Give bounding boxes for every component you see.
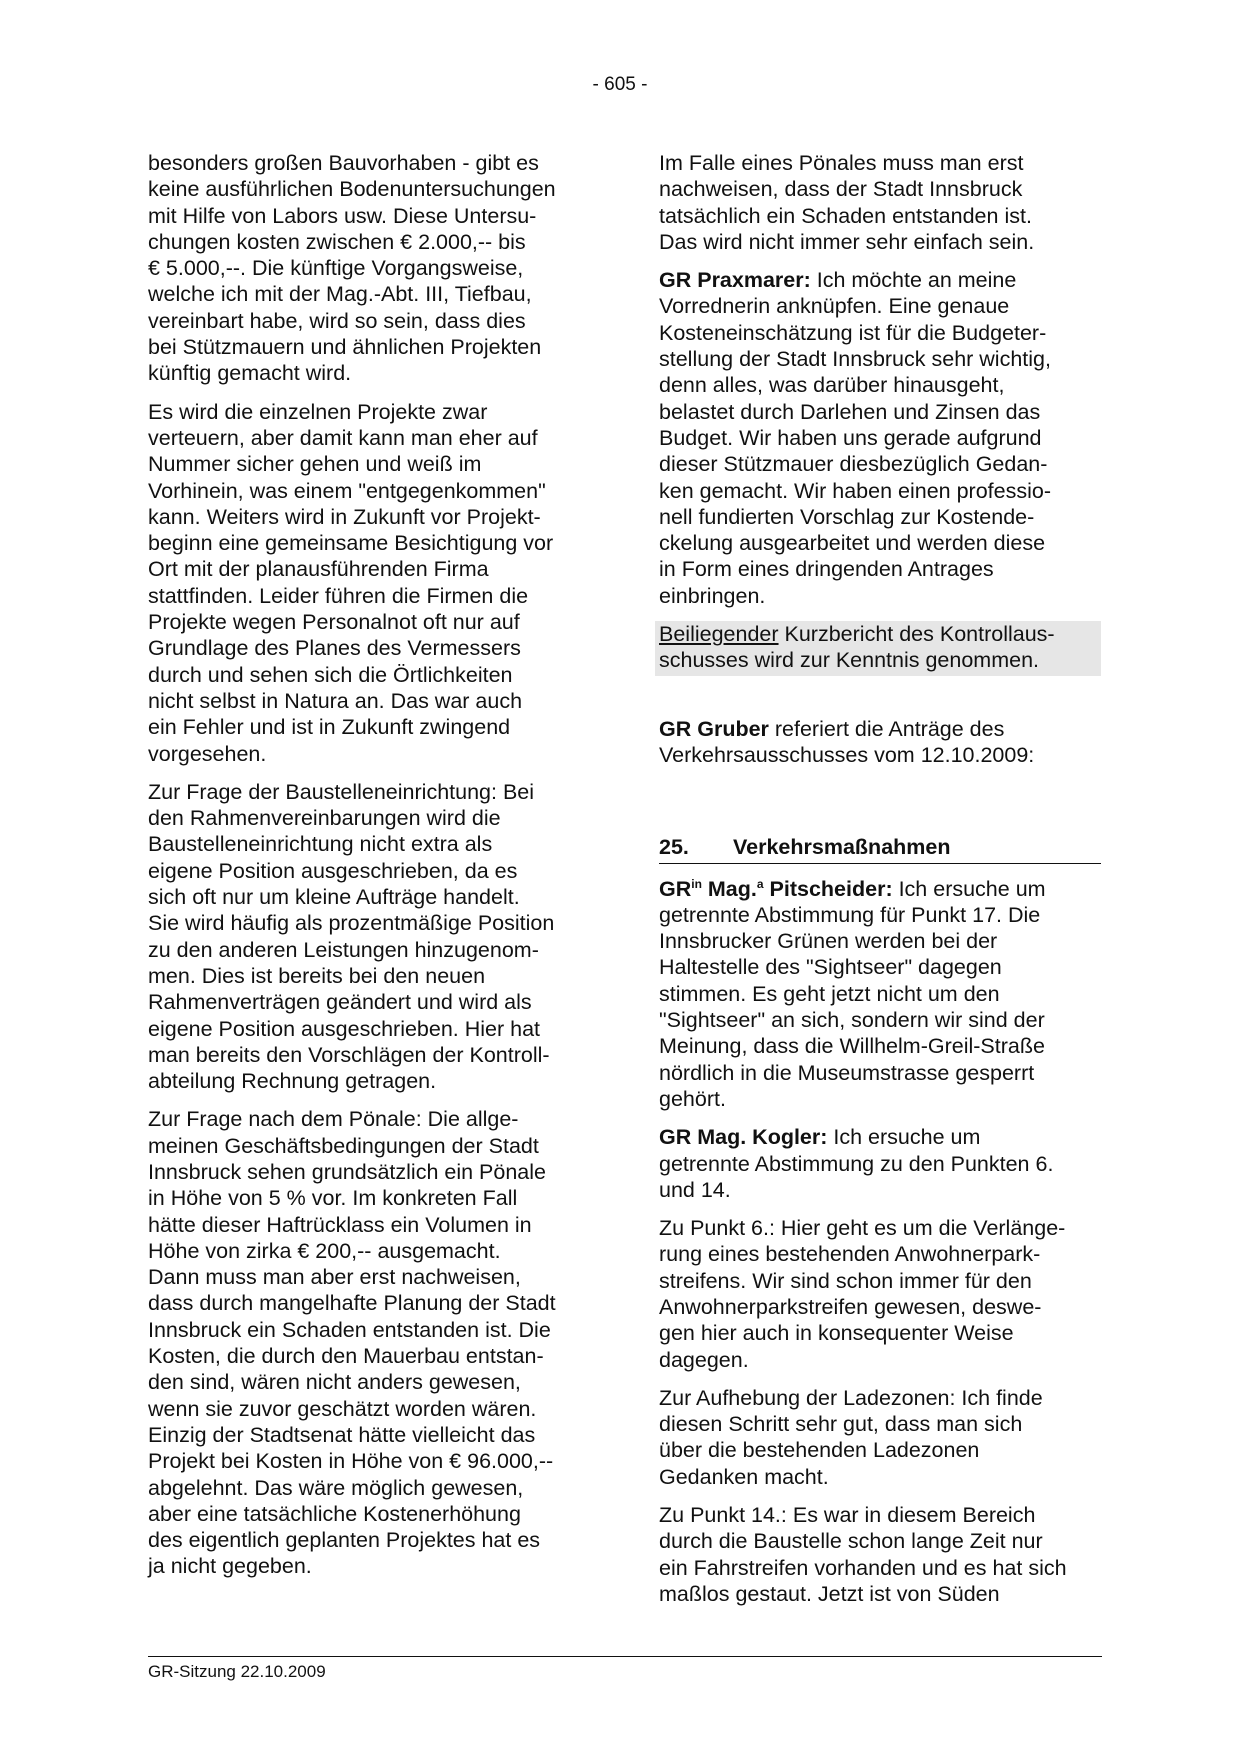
left-column [148,150,588,1592]
speech-pitscheider [659,876,1101,1113]
paragraph: Zu Punkt 14.: Es war in diesem Bereich durch die Baustelle schon lange Zeit nur ein Fahrstreifen vorhanden und es hat sich maßlos gestaut. Jetzt ist von Süden [659,1503,1067,1606]
right-column [659,150,1101,1619]
speech-praxmarer [659,267,1101,609]
footer-divider [148,1656,1102,1657]
paragraph: besonders großen Bauvorhaben - gibt es keine ausführlichen Bodenuntersuchungen mit Hilfe von Labors usw. Diese Untersu- chungen kosten zwischen € 2.000,-- bis € 5.000,--. Die künftige Vorgangsweise, welche ich mit der Mag.-Abt. III, Tiefbau, vereinbart habe, wird so sein, dass dies bei Stützmauern und ähnlichen Projekten künftig gemacht wird. [148,151,556,386]
paragraph: Zur Frage der Baustelleneinrichtung: Bei den Rahmenvereinbarungen wird die Baustelleneinrichtung nicht extra als eigene Position ausgeschrieben, da es sich oft nur um kleine Aufträge handelt. Sie wird häufig als prozentmäßige Position zu den anderen Leistungen hinzugenom- men. Dies ist bereits bei den neuen Rahmenverträgen geändert und wird als eigene Position ausgeschrieben. Hier hat man bereits den Vorschlägen der Kontroll- abteilung Rechnung getragen. [148,779,555,1094]
section-number: 25. [659,835,689,860]
resolution-text: Kurzbericht des Kontrollaus- schusses wird zur Kenntnis genommen. [659,622,1055,673]
page-number: - 605 - [592,74,648,95]
speech-text: Ich ersuche um getrennte Abstimmung zu den Punkten 6. und 14. [659,1125,1054,1202]
speaker-name: GR Mag. Kogler: [659,1125,828,1150]
paragraph: Zur Frage nach dem Pönale: Die allge- meinen Geschäftsbedingungen der Stadt Innsbruck sehen grundsätzlich ein Pönale in Höhe von 5 % vor. Im konkreten Fall hätte dieser Haftrücklass ein Volumen in Höhe von zirka € 200,-- ausgemacht. Dann muss man aber erst nachweisen, dass durch mangelhafte Planung der Stadt Innsbruck ein Schaden entstanden ist. Die Kosten, die durch den Mauerbau entstan- den sind, wären nicht anders gewesen, wenn sie zuvor geschätzt worden wären. Einzig der Stadtsenat hätte vielleicht das Projekt bei Kosten in Höhe von € 96.000,-- abgelehnt. Das wäre möglich gewesen, aber eine tatsächliche Kostenerhöhung des eigentlich geplanten Projektes hat es ja nicht gegeben. [148,1107,556,1579]
paragraph: Es wird die einzelnen Projekte zwar verteuern, aber damit kann man eher auf Nummer sicher gehen und weiß im Vorhinein, was einem "entgegenkommen" kann. Weiters wird in Zukunft vor Projekt- beginn eine gemeinsame Besichtigung vor Ort mit der planausführenden Firma stattfinden. Leider führen die Firmen die Projekte wegen Personalnot oft nur auf Grundlage des Planes des Vermessers durch und sehen sich die Örtlichkeiten nicht selbst in Natura an. Das war auch ein Fehler und ist in Zukunft zwingend vorgesehen. [148,399,554,766]
footer-session-date: GR-Sitzung 22.10.2009 [148,1662,326,1681]
resolution-underlined-word: Beiliegender [659,622,779,647]
paragraph: Zu Punkt 6.: Hier geht es um die Verlänge- rung eines bestehenden Anwohnerpark- streifens. Wir sind schon immer für den Anwohnerparkstreifen gewesen, deswe- gen hier auch in konsequenter Weise dagegen. [659,1216,1066,1372]
speaker-name: $GR^{in}$ Mag.$^a$ Pitscheider: [659,876,893,901]
speech-text: referiert die Anträge des Verkehrsausschusses vom 12.10.2009: [659,716,1035,767]
speaker-name: GR Gruber [659,716,769,741]
speech-text: Ich ersuche um getrennte Abstimmung für Punkt 17. Die Innsbrucker Grünen werden bei der Haltestelle des "Sightseer" dagegen stimmen. Es geht jetzt nicht um den "Sightseer" an sich, sondern wir sind der Meinung, dass die Willhelm-Greil-Straße nördlich in die Museumstrasse gesperrt gehört. [659,876,1046,1111]
section-title: Verkehrsmaßnahmen [733,835,951,860]
speech-text: Ich möchte an meine Vorrednerin anknüpfen. Eine genaue Kosteneinschätzung ist für die Budgeter- stellung der Stadt Innsbruck sehr wichtig, denn alles, was darüber hinausgeht, belastet durch Darlehen und Zinsen das Budget. Wir haben uns gerade aufgrund dieser Stützmauer diesbezüglich Gedan- ken gemacht. Wir haben einen professio- nell fundierten Vorschlag zur Kostende- ckelung ausgearbeitet und werden diese in Form eines dringenden Antrages einbringen. [659,268,1051,608]
resolution-box [655,621,1101,676]
paragraph: Zur Aufhebung der Ladezonen: Ich finde diesen Schritt sehr gut, dass man sich über die bestehenden Ladezonen Gedanken macht. [659,1385,1043,1489]
speaker-name: GR Praxmarer: [659,268,811,293]
paragraph: Im Falle eines Pönales muss man erst nachweisen, dass der Stadt Innsbruck tatsächlich ein Schaden entstanden ist. Das wird nicht immer sehr einfach sein. [659,151,1035,254]
section-heading [659,834,1101,863]
speech-kogler [659,1124,1101,1203]
speech-gruber [659,716,1101,769]
